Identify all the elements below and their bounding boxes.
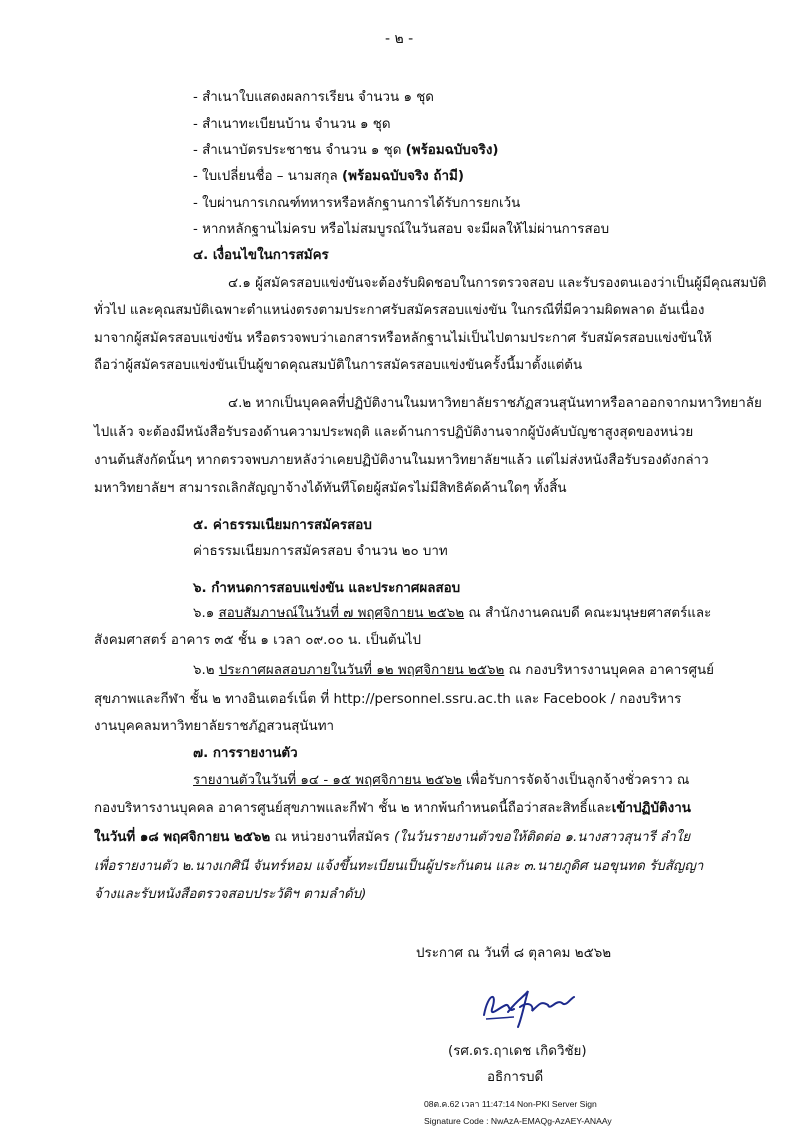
doc-name-change — [193, 168, 464, 186]
section-6-2-cont2: งานบุคคลมหาวิทยาลัยราชภัฏสวนสุนันทา — [94, 719, 335, 734]
page-number: - ๒ - — [385, 31, 414, 47]
section-4-heading: ๔. เงื่อนไขในการสมัคร — [193, 248, 329, 263]
section-5-heading: ๕. ค่าธรรมเนียมการสมัครสอบ — [193, 518, 372, 533]
signature-image — [478, 985, 578, 1031]
signature — [478, 985, 578, 1031]
interview-location: ณ สำนักงานคณบดี คณะมนุษยศาสตร์และ — [464, 606, 712, 621]
report-purpose: เพื่อรับการจัดจ้างเป็นลูกจ้างชั่วคราว ณ — [461, 773, 690, 788]
paragraph-line: มาจากผู้สมัครสอบแข่งขัน หรือตรวจพบว่าเอกสารหรือหลักฐานไม่เป็นไปตามประกาศ รับสมัครสอบแข่งขันให้ — [94, 331, 712, 346]
report-date: รายงานตัวในวันที่ ๑๔ - ๑๕ พฤศจิกายน ๒๕๖๒ — [193, 773, 462, 788]
paragraph-line: ถือว่าผู้สมัครสอบแข่งขันเป็นผู้ขาดคุณสมบัติในการสมัครสอบแข่งขันครั้งนี้มาตั้งแต่ต้น — [94, 358, 583, 373]
section-7-line-5: จ้างและรับหนังสือตรวจสอบประวัติฯ ตามลำดับ) — [94, 887, 367, 902]
doc-incomplete-warning: - หากหลักฐานไม่ครบ หรือไม่สมบูรณ์ในวันสอบ จะมีผลให้ไม่ผ่านการสอบ — [193, 222, 610, 237]
paragraph-line: ไปแล้ว จะต้องมีหนังสือรับรองด้านความประพฤติ และด้านการปฏิบัติงานจากผู้บังคับบัญชาสูงสุดของหน่วย — [94, 425, 694, 440]
section-5-fee: ค่าธรรมเนียมการสมัครสอบ จำนวน ๒๐ บาท — [193, 544, 448, 559]
doc-id-card-text: - สำเนาบัตรประชาชน จำนวน ๑ ชุด — [193, 143, 406, 158]
report-location: กองบริหารงานบุคคล อาคารศูนย์สุขภาพและกีฬา ชั้น ๒ หากพ้นกำหนดนี้ถือว่าสละสิทธิ์และ — [94, 801, 612, 816]
start-work-label: เข้าปฏิบัติงาน — [611, 801, 691, 816]
signer-position: อธิการบดี — [487, 1070, 544, 1085]
result-location: ณ กองบริหารงานบุคคล อาคารศูนย์ — [504, 663, 714, 678]
doc-house-registration: - สำเนาทะเบียนบ้าน จำนวน ๑ ชุด — [193, 117, 391, 132]
doc-id-card — [193, 142, 498, 160]
signer-name: (รศ.ดร.ฤาเดช เกิดวิชัย) — [448, 1044, 587, 1059]
doc-transcript: - สำเนาใบแสดงผลการเรียน จำนวน ๑ ชุด — [193, 90, 434, 105]
section-6-1-cont: สังคมศาสตร์ อาคาร ๓๕ ชั้น ๑ เวลา ๐๙.๐๐ น. เป็นต้นไป — [94, 633, 422, 648]
item-number: ๖.๑ — [193, 606, 219, 621]
section-7-line-1 — [193, 772, 689, 790]
paragraph-line: มหาวิทยาลัยฯ สามารถเลิกสัญญาจ้างได้ทันทีโดยผู้สมัครไม่มีสิทธิคัดค้านใดๆ ทั้งสิ้น — [94, 481, 567, 496]
doc-name-change-text: - ใบเปลี่ยนชื่อ – นามสกุล — [193, 169, 342, 184]
paragraph-line: ๔.๑ ผู้สมัครสอบแข่งขันจะต้องรับผิดชอบในการตรวจสอบ และรับรองตนเองว่าเป็นผู้มีคุณสมบัติ — [228, 276, 767, 291]
section-6-2-cont: สุขภาพและกีฬา ชั้น ๒ ทางอินเตอร์เน็ต ที่ http://personnel.ssru.ac.th และ Facebook / กองบริหาร — [94, 692, 682, 707]
section-7-line-2 — [94, 800, 691, 818]
announcement-date: ประกาศ ณ วันที่ ๘ ตุลาคม ๒๕๖๒ — [416, 946, 612, 961]
paragraph-line: ทั่วไป และคุณสมบัติเฉพาะตำแหน่งตรงตามประกาศรับสมัครสอบแข่งขัน ในกรณีที่มีความผิดพลาด อันเนื่อง — [94, 303, 705, 318]
item-number: ๖.๒ — [193, 663, 219, 678]
start-work-date: ในวันที่ ๑๘ พฤศจิกายน ๒๕๖๒ — [94, 830, 271, 845]
paragraph-line: งานต้นสังกัดนั้นๆ หากตรวจพบภายหลังว่าเคยปฏิบัติงานในมหาวิทยาลัยฯแล้ว แต่ไม่ส่งหนังสือรับรองดังกล่าว — [94, 453, 709, 468]
section-6-heading: ๖. กำหนดการสอบแข่งขัน และประกาศผลสอบ — [193, 581, 461, 596]
doc-military: - ใบผ่านการเกณฑ์ทหารหรือหลักฐานการได้รับการยกเว้น — [193, 196, 521, 211]
signature-meta-code: Signature Code : NwAzA-EMAQg-AzAEY-ANAAy — [424, 1116, 612, 1126]
section-6-2 — [193, 662, 714, 680]
doc-name-change-note: (พร้อมฉบับจริง ถ้ามี) — [342, 169, 464, 184]
contact-note: (ในวันรายงานตัวขอให้ติดต่อ ๑.นางสาวสุนารี ลำใย — [393, 830, 691, 845]
signature-meta-time: 08ต.ค.62 เวลา 11:47:14 Non-PKI Server Sign — [424, 1099, 597, 1109]
result-date: ประกาศผลสอบภายในวันที่ ๑๒ พฤศจิกายน ๒๕๖๒ — [218, 663, 505, 678]
paragraph-line: ๔.๒ หากเป็นบุคคลที่ปฏิบัติงานในมหาวิทยาลัยราชภัฏสวนสุนันทาหรือลาออกจากมหาวิทยาลัย — [228, 396, 762, 411]
doc-id-card-note: (พร้อมฉบับจริง) — [405, 143, 499, 158]
start-work-place: ณ หน่วยงานที่สมัคร — [270, 830, 394, 845]
section-6-1 — [193, 605, 711, 623]
interview-date: สอบสัมภาษณ์ในวันที่ ๗ พฤศจิกายน ๒๕๖๒ — [218, 606, 465, 621]
section-7-line-4: เพื่อรายงานตัว ๒.นางเกศินี จันทร์หอม แจ้งขึ้นทะเบียนเป็นผู้ประกันตน และ ๓.นายภูดิศ นอขุนทด รับสัญญา — [94, 859, 704, 874]
section-7-line-3 — [94, 829, 690, 847]
section-7-heading: ๗. การรายงานตัว — [193, 746, 298, 761]
